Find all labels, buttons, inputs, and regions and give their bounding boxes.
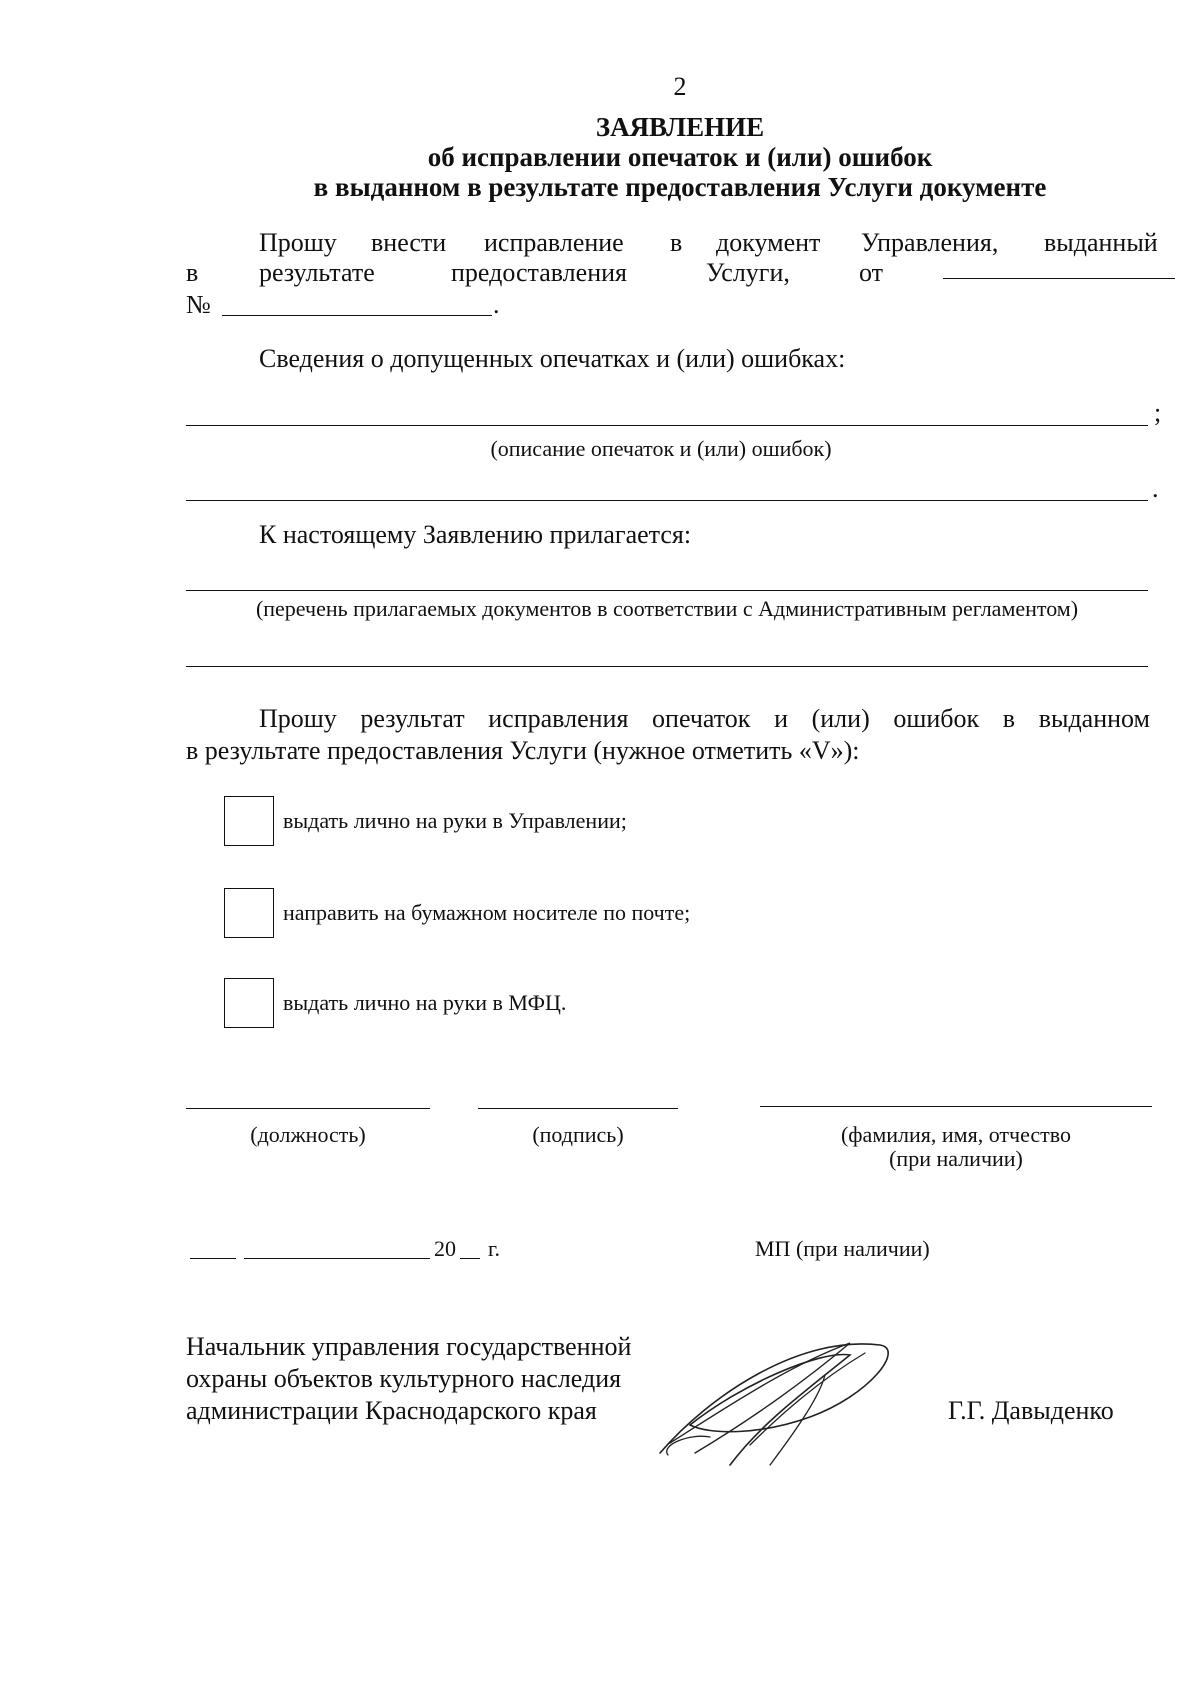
date-blank[interactable]	[943, 278, 1175, 279]
number-sign: №	[186, 290, 211, 319]
request-word: в	[670, 228, 683, 257]
attachments-label: К настоящему Заявлению прилагается:	[259, 520, 692, 549]
result-line-1: Прошу результат исправления опечаток и (или) ошибок в выданном	[259, 704, 1150, 733]
option-label-office: выдать лично на руки в Управлении;	[283, 808, 627, 833]
option-checkbox-mail[interactable]	[224, 888, 274, 938]
attachments-caption: (перечень прилагаемых документов в соответствии с Административным регламентом)	[255, 596, 1079, 621]
errors-caption: (описание опечаток и (или) ошибок)	[490, 436, 832, 461]
request-period: .	[493, 290, 500, 319]
official-title-line-1: Начальник управления государственной	[186, 1332, 632, 1361]
request-word: исправление	[484, 228, 624, 257]
full-name-caption-2: (при наличии)	[889, 1146, 1023, 1171]
request-word: результате	[259, 258, 375, 287]
document-title: ЗАЯВЛЕНИЕ	[595, 112, 765, 142]
official-title-line-3: администрации Краснодарского края	[186, 1396, 597, 1425]
attachments-blank-2[interactable]	[186, 666, 1148, 667]
request-word: в	[186, 258, 199, 287]
errors-blank-1[interactable]	[186, 425, 1148, 426]
errors-semicolon: ;	[1154, 398, 1162, 427]
result-line-2: в результате предоставления Услуги (нужное отметить «V»):	[186, 736, 860, 765]
position-blank[interactable]	[186, 1108, 430, 1109]
month-blank[interactable]	[244, 1258, 430, 1259]
number-blank[interactable]	[222, 315, 492, 316]
position-caption: (должность)	[250, 1122, 366, 1147]
official-name: Г.Г. Давыденко	[948, 1396, 1114, 1425]
full-name-caption-1: (фамилия, имя, отчество	[840, 1122, 1072, 1147]
request-word: Услуги,	[706, 258, 790, 287]
request-word: Управления,	[861, 228, 999, 257]
year-blank[interactable]	[460, 1258, 480, 1259]
document-subtitle-2: в выданном в результате предоставления Услуги документе	[313, 172, 1047, 202]
request-word: предоставления	[451, 258, 627, 287]
official-title-line-2: охраны объектов культурного наследия	[186, 1364, 622, 1393]
year-suffix: г.	[488, 1236, 501, 1261]
errors-period: .	[1152, 474, 1159, 503]
request-word: выданный	[1044, 228, 1158, 257]
request-word: внести	[371, 228, 447, 257]
document-subtitle-1: об исправлении опечаток и (или) ошибок	[427, 142, 933, 172]
attachments-blank-1[interactable]	[186, 590, 1148, 591]
full-name-blank[interactable]	[760, 1106, 1152, 1107]
errors-blank-2[interactable]	[186, 500, 1148, 501]
option-checkbox-office[interactable]	[224, 796, 274, 846]
request-word: Прошу	[259, 228, 337, 257]
signature-blank[interactable]	[478, 1108, 678, 1109]
stamp-note: МП (при наличии)	[755, 1236, 930, 1261]
request-word: документ	[716, 228, 821, 257]
option-checkbox-mfc[interactable]	[224, 978, 274, 1028]
signature-caption: (подпись)	[532, 1122, 624, 1147]
request-word: от	[859, 258, 884, 287]
handwritten-signature-icon	[650, 1325, 900, 1470]
day-blank[interactable]	[190, 1258, 236, 1259]
year-prefix: 20	[434, 1236, 456, 1261]
page-number: 2	[673, 72, 687, 101]
option-label-mfc: выдать лично на руки в МФЦ.	[283, 990, 567, 1015]
errors-label: Сведения о допущенных опечатках и (или) ошибках:	[259, 344, 846, 373]
option-label-mail: направить на бумажном носителе по почте;	[283, 900, 691, 925]
